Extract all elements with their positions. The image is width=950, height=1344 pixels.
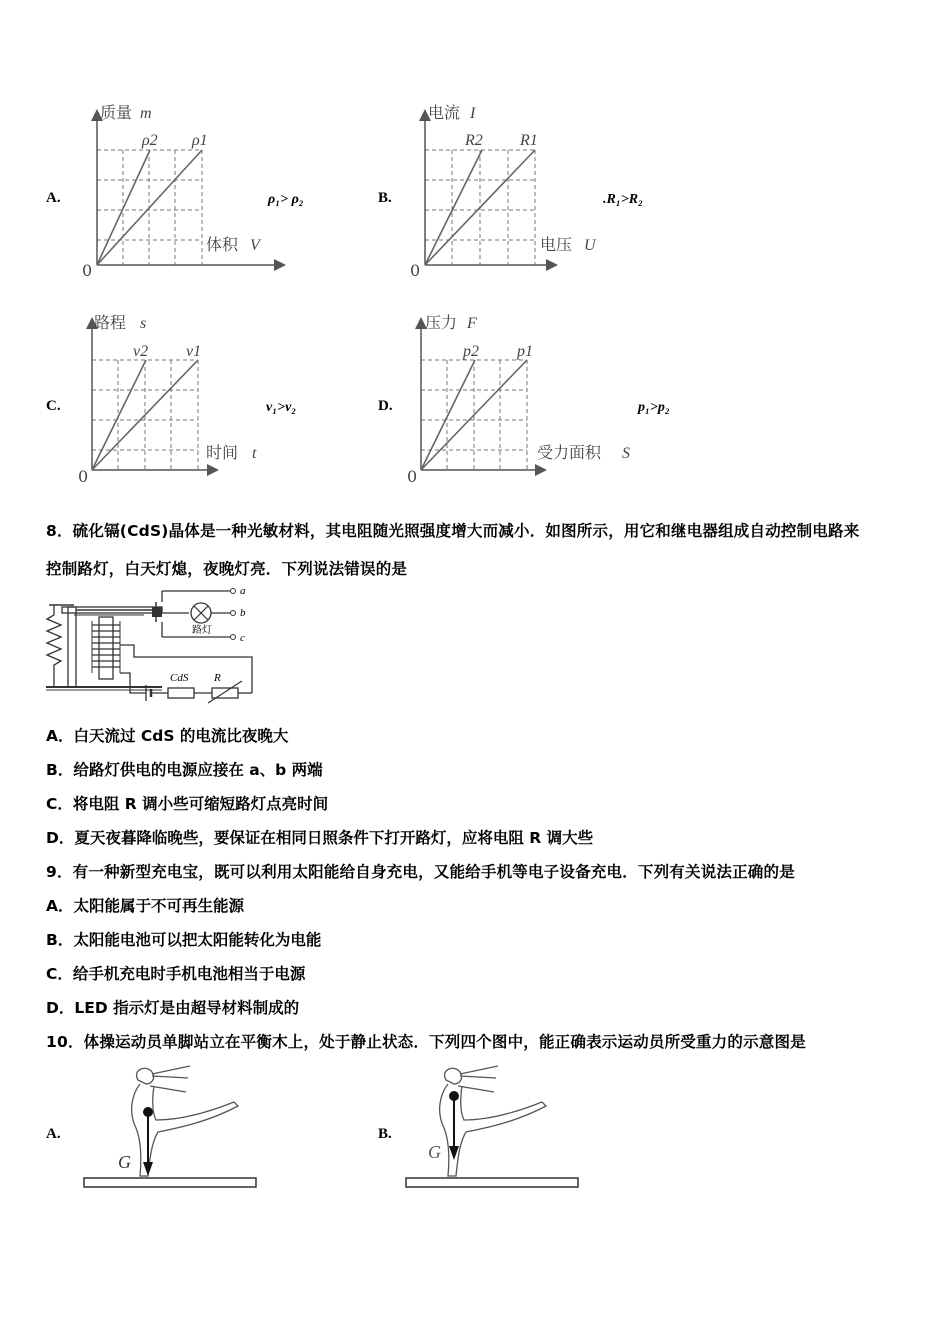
terminal-c: c (240, 632, 245, 644)
terminal-b: b (240, 607, 246, 619)
q8-stem-line1: 8．硫化镉(CdS)晶体是一种光敏材料，其电阻随光照强度增大而减小．如图所示，用它和继电器组成自动控制电路来 (46, 522, 860, 540)
q7-option-c-compare: v₁>v₂ (266, 400, 297, 415)
q7-option-b-letter: B. (378, 190, 392, 206)
q7c-ysym: s (140, 315, 147, 332)
q10-figure-b (402, 1062, 587, 1192)
q8-stem-line2: 控制路灯，白天灯熄，夜晚灯亮．下列说法错误的是 (46, 560, 408, 578)
q10-option-a-letter: A. (46, 1126, 61, 1142)
q7d-ylabel: 压力 (425, 313, 458, 332)
q10b-force-label: G (428, 1142, 441, 1162)
q7b-xlabel: 电压 (540, 235, 573, 254)
q7a-line-label-top: ρ2 (142, 132, 158, 149)
q9-stem: 9．有一种新型充电宝，既可以利用太阳能给自身充电，又能给手机等电子设备充电．下列有关说法正确的是 (46, 863, 795, 881)
q7b-line-label-bottom: R1 (520, 132, 538, 149)
q7-graph-a (80, 100, 280, 280)
cds-resistor (168, 688, 194, 698)
q7d-line-p2 (421, 360, 475, 470)
electromagnet-core (99, 617, 113, 679)
q7c-line-label-bottom: v1 (186, 343, 202, 360)
coil (92, 625, 120, 667)
q7b-xsym: U (584, 237, 596, 254)
q7a-origin: 0 (82, 261, 93, 280)
r-label: R (214, 672, 221, 684)
q7c-xsym: t (252, 445, 257, 462)
q7b-ysym: I (470, 105, 476, 122)
q7-option-d-letter: D. (378, 398, 393, 414)
q7a-ysym: m (140, 105, 152, 122)
q10a-force-label: G (118, 1152, 131, 1172)
q7-graph-d (405, 308, 645, 488)
lamp-label: 路灯 (192, 625, 212, 636)
q7b-line-label-top: R2 (465, 132, 483, 149)
q9-option-c[interactable]: C．给手机充电时手机电池相当于电源 (46, 965, 306, 983)
q8-option-b[interactable]: B．给路灯供电的电源应接在 a、b 两端 (46, 761, 323, 779)
q7b-origin: 0 (410, 261, 421, 280)
balance-beam (406, 1178, 578, 1187)
q7-option-c-letter: C. (46, 398, 61, 414)
q7b-line-r2 (425, 150, 482, 265)
q7a-xsym: V (250, 237, 260, 254)
q8-circuit-diagram (44, 585, 254, 705)
q10-figure-a (80, 1062, 265, 1192)
variable-resistor (212, 688, 238, 698)
q7c-xlabel: 时间 (206, 443, 239, 462)
q9-option-a[interactable]: A．太阳能属于不可再生能源 (46, 897, 244, 915)
q7a-xlabel: 体积 (206, 235, 239, 254)
q7b-ylabel: 电流 (428, 103, 461, 122)
q7-option-a-letter: A. (46, 190, 61, 206)
q9-option-d[interactable]: D．LED 指示灯是由超导材料制成的 (46, 999, 300, 1017)
q7d-xsym: S (622, 445, 630, 462)
q7d-origin: 0 (407, 467, 418, 486)
q7a-line-label-bottom: ρ1 (192, 132, 208, 149)
q10-option-b-letter: B. (378, 1126, 392, 1142)
terminal-a: a (240, 585, 246, 597)
q7-graph-c (78, 308, 278, 488)
q10-stem: 10．体操运动员单脚站立在平衡木上，处于静止状态．下列四个图中，能正确表示运动员所受重力的示意图是 (46, 1033, 806, 1051)
cds-label: CdS (170, 672, 189, 684)
q7-graph-b (410, 100, 620, 280)
q8-option-c[interactable]: C．将电阻 R 调小些可缩短路灯点亮时间 (46, 795, 329, 813)
q7c-line-v2 (92, 360, 146, 470)
q7c-line-label-top: v2 (133, 343, 149, 360)
q7c-ylabel: 路程 (94, 313, 127, 332)
q7d-line-label-bottom: p1 (517, 343, 533, 360)
q7-option-d-compare: p₁>p₂ (638, 400, 670, 415)
spring (47, 605, 61, 687)
q7d-xlabel: 受力面积 (537, 443, 602, 462)
gymnast-figure (440, 1066, 546, 1176)
q9-option-b[interactable]: B．太阳能电池可以把太阳能转化为电能 (46, 931, 322, 949)
q7-option-b-compare: .R₁>R₂ (603, 192, 643, 207)
q7c-origin: 0 (78, 467, 89, 486)
q8-option-a[interactable]: A．白天流过 CdS 的电流比夜晚大 (46, 727, 289, 745)
q7d-ysym: F (467, 315, 477, 332)
q7a-ylabel: 质量 (100, 103, 133, 122)
q7-option-a-compare: ρ₁> ρ₂ (268, 192, 304, 207)
balance-beam (84, 1178, 256, 1187)
q8-option-d[interactable]: D．夏天夜暮降临晚些，要保证在相同日照条件下打开路灯，应将电阻 R 调大些 (46, 829, 594, 847)
q7d-line-label-top: p2 (463, 343, 479, 360)
